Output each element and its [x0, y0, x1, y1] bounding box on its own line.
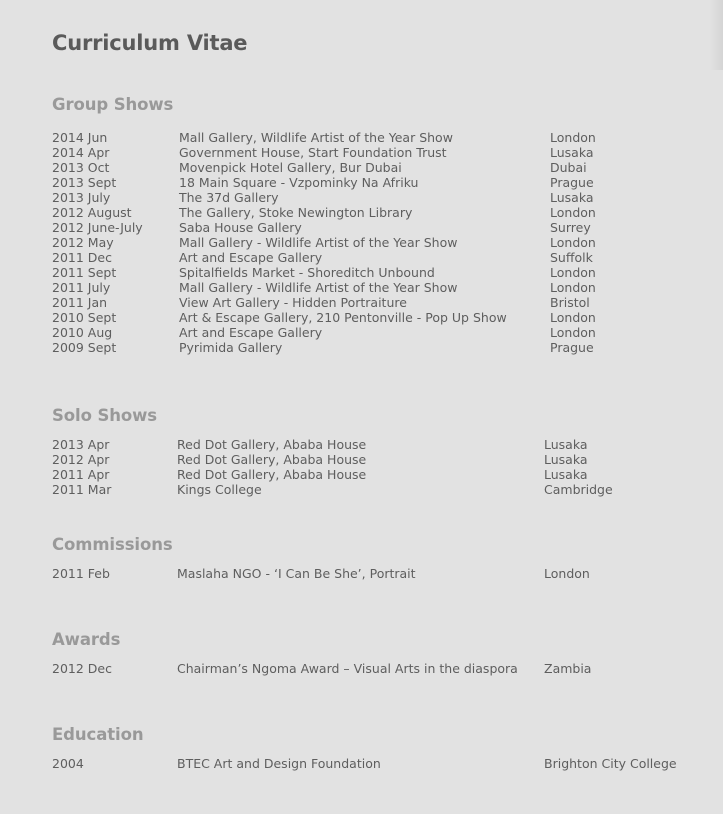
entry-venue: The Gallery, Stoke Newington Library: [179, 205, 413, 220]
entry-place: London: [550, 310, 596, 325]
entry-venue: Government House, Start Foundation Trust: [179, 145, 447, 160]
entry-date: 2012 May: [52, 235, 114, 250]
entry-venue: Pyrimida Gallery: [179, 340, 283, 355]
entry-venue: Mall Gallery - Wildlife Artist of the Year Show: [179, 235, 458, 250]
scrollbar-edge: [709, 0, 723, 70]
entry-date: 2010 Aug: [52, 325, 113, 340]
entry-date: 2012 June-July: [52, 220, 143, 235]
entry-venue: Spitalfields Market - Shoreditch Unbound: [179, 265, 435, 280]
entry-place: Prague: [550, 340, 594, 355]
entry-date: 2011 Sept: [52, 265, 117, 280]
entry-place: Zambia: [544, 661, 592, 676]
entry-place: London: [550, 235, 596, 250]
entry-venue: Red Dot Gallery, Ababa House: [177, 467, 367, 482]
entry-date: 2011 Jan: [52, 295, 108, 310]
entry-date: 2011 Mar: [52, 482, 112, 497]
entry-place: Dubai: [550, 160, 587, 175]
section-heading: Solo Shows: [52, 406, 157, 425]
entry-place: Cambridge: [544, 482, 613, 497]
entry-place: Lusaka: [550, 190, 594, 205]
solo-shows-section: [52, 406, 613, 497]
entry-place: London: [550, 205, 596, 220]
entry-place: Bristol: [550, 295, 590, 310]
entry-place: London: [550, 280, 596, 295]
entry-venue: Chairman’s Ngoma Award – Visual Arts in the diaspora: [177, 661, 518, 676]
entry-date: 2012 August: [52, 205, 132, 220]
section-heading: Education: [52, 725, 144, 744]
entry-venue: Kings College: [177, 482, 262, 497]
entry-place: Lusaka: [544, 437, 588, 452]
entry-place: London: [550, 265, 596, 280]
entry-date: 2012 Apr: [52, 452, 110, 467]
entry-place: Lusaka: [550, 145, 594, 160]
entry-venue: Mall Gallery - Wildlife Artist of the Year Show: [179, 280, 458, 295]
page-title: Curriculum Vitae: [52, 31, 248, 55]
entry-date: 2010 Sept: [52, 310, 117, 325]
entry-date: 2011 July: [52, 280, 111, 295]
entry-date: 2011 Apr: [52, 467, 110, 482]
entry-date: 2013 July: [52, 190, 111, 205]
entry-place: Lusaka: [544, 467, 588, 482]
entry-venue: Mall Gallery, Wildlife Artist of the Year Show: [179, 130, 453, 145]
entry-venue: Saba House Gallery: [179, 220, 302, 235]
entry-place: Lusaka: [544, 452, 588, 467]
commissions-section: [52, 535, 590, 581]
entry-venue: Maslaha NGO - ‘I Can Be She’, Portrait: [177, 566, 416, 581]
entry-venue: The 37d Gallery: [179, 190, 279, 205]
entry-date: 2013 Apr: [52, 437, 110, 452]
entry-date: 2011 Dec: [52, 250, 112, 265]
entry-venue: Movenpick Hotel Gallery, Bur Dubai: [179, 160, 402, 175]
entry-place: Surrey: [550, 220, 591, 235]
entry-date: 2013 Sept: [52, 175, 117, 190]
entry-date: 2012 Dec: [52, 661, 112, 676]
awards-section: [52, 630, 592, 676]
entry-venue: 18 Main Square - Vzpominky Na Afriku: [179, 175, 419, 190]
entry-date: 2011 Feb: [52, 566, 110, 581]
entry-date: 2013 Oct: [52, 160, 110, 175]
entry-venue: Art and Escape Gallery: [179, 325, 323, 340]
entry-venue: Red Dot Gallery, Ababa House: [177, 437, 367, 452]
entry-place: Brighton City College: [544, 756, 677, 771]
group-shows-section: [52, 95, 596, 355]
entry-place: London: [550, 130, 596, 145]
entry-place: Prague: [550, 175, 594, 190]
entry-date: 2014 Jun: [52, 130, 108, 145]
entry-venue: Art and Escape Gallery: [179, 250, 323, 265]
entry-date: 2014 Apr: [52, 145, 110, 160]
entry-place: London: [550, 325, 596, 340]
section-heading: Commissions: [52, 535, 173, 554]
entry-date: 2009 Sept: [52, 340, 117, 355]
entry-venue: View Art Gallery - Hidden Portraiture: [179, 295, 407, 310]
section-heading: Group Shows: [52, 95, 174, 114]
entry-date: 2004: [52, 756, 84, 771]
entry-venue: Red Dot Gallery, Ababa House: [177, 452, 367, 467]
section-heading: Awards: [52, 630, 121, 649]
entry-venue: Art & Escape Gallery, 210 Pentonville - Pop Up Show: [179, 310, 507, 325]
entry-venue: BTEC Art and Design Foundation: [177, 756, 381, 771]
entry-place: Suffolk: [550, 250, 593, 265]
entry-place: London: [544, 566, 590, 581]
education-section: [52, 725, 677, 771]
